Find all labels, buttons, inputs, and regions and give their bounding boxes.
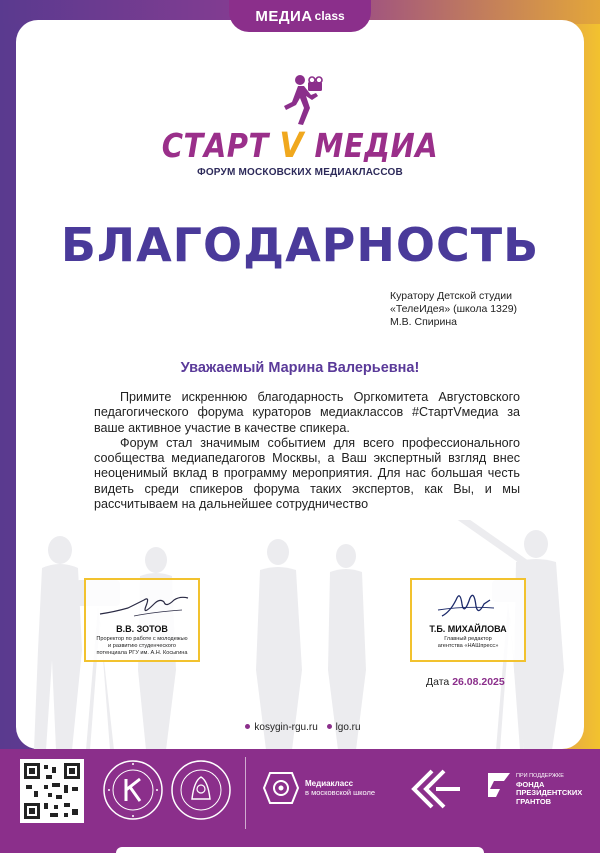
fund-line1: ПРИ ПОДДЕРЖКЕ: [516, 773, 564, 779]
signature-scribble-left: [94, 586, 192, 622]
addressee-line2: «ТелеИдея» (школа 1329): [390, 303, 518, 315]
logo-subtitle: ФОРУМ МОСКОВСКИХ МЕДИАКЛАССОВ: [197, 167, 403, 178]
date-value: 26.08.2025: [452, 676, 505, 688]
issue-date: [426, 676, 505, 688]
presidential-grants-caption: [516, 773, 582, 806]
link-kosygin[interactable]: kosygin-rgu.ru: [254, 722, 318, 733]
addressee-line1: Куратору Детской студии: [390, 290, 512, 302]
presidential-grants-logo-icon: [486, 771, 512, 799]
signer-role-right-line2: агентства «НАШпресс»: [437, 643, 499, 649]
letter-body: [94, 390, 520, 512]
website-links: [0, 722, 600, 733]
logo-title-media: МЕДИА: [314, 126, 439, 166]
brand-tab: [229, 0, 371, 32]
signer-role-left-line2: и развитию студенческого: [108, 643, 176, 649]
date-label: Дата: [426, 676, 450, 688]
fund-line2: ФОНДА: [516, 779, 545, 789]
logo-title: [0, 126, 600, 166]
signer-role-left-line1: Проректор по работе с молодежью: [96, 636, 188, 642]
certificate-heading: БЛАГОДАРНОСТЬ: [60, 218, 540, 272]
fund-line4: ГРАНТОВ: [516, 796, 552, 806]
mediaclass-logo-icon: [262, 769, 300, 807]
footer-band: [0, 749, 600, 853]
link-lgo[interactable]: lgo.ru: [335, 722, 361, 733]
signature-scribble-right: [420, 586, 518, 622]
footer-bottom-tab: [116, 847, 484, 853]
signature-right: [410, 578, 526, 662]
signature-left: [84, 578, 200, 662]
brand-suffix: class: [314, 9, 345, 23]
signer-role-right: [414, 636, 522, 650]
addressee-block: [390, 290, 517, 329]
signer-name-right: Т.Б. МИХАЙЛОВА: [429, 624, 507, 634]
signer-role-left-line3: потенциала РГУ им. А.Н. Косыгина: [96, 650, 188, 656]
signer-name-left: В.В. ЗОТОВ: [116, 624, 168, 634]
bullet-icon: [245, 724, 250, 729]
letter-paragraph-1: Примите искреннюю благодарность Оргкомитета Августовского педагогического форума кураторов медиаклассов #СтартVмедиа за ваше активное участие в качестве спикера.: [94, 390, 520, 435]
logo-title-start: СТАРТ: [161, 126, 269, 166]
addressee-line3: М.В. Спирина: [390, 316, 457, 328]
logo-title-v: V: [279, 125, 304, 167]
footer-divider: [245, 757, 246, 829]
mediaclass-caption: [305, 779, 375, 797]
university-seal-icon: [102, 759, 164, 821]
agency-seal-icon: [170, 759, 232, 821]
greeting: Уважаемый Марина Валерьевна!: [180, 360, 420, 376]
mediaclass-title: Медиакласс: [305, 779, 354, 788]
mediaclass-subtitle: в московской школе: [305, 788, 376, 797]
runner-logo-icon: [278, 72, 326, 128]
signer-role-right-line1: Главный редактор: [444, 636, 492, 642]
bullet-icon: [327, 724, 332, 729]
arrows-logo-icon: [410, 767, 462, 811]
brand-main: МЕДИА: [255, 7, 313, 25]
fund-line3: ПРЕЗИДЕНТСКИХ: [516, 788, 583, 797]
letter-paragraph-2: Форум стал значимым событием для всего профессионального сообщества медиапедагогов Москвы, а Ваш экспертный взгляд внес неоценимый вклад в программу мероприятия. Для нас большая честь видеть среди спикеров форума таких экспертов, как Вы, и мы рассчитываем на дальнейшее сотрудничество: [94, 435, 520, 512]
qr-code-icon[interactable]: [20, 759, 84, 823]
signer-role-left: [88, 636, 196, 657]
